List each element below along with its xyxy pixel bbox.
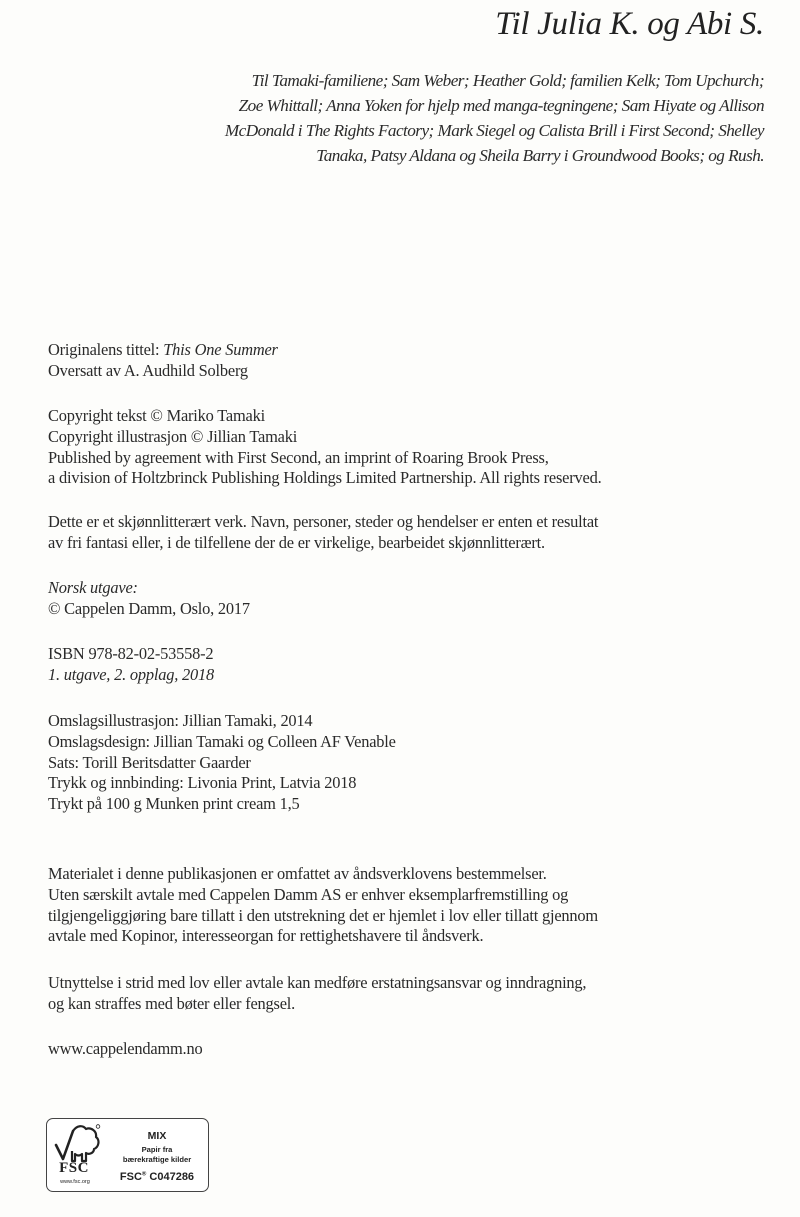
credit-line: Omslagsillustrasjon: Jillian Tamaki, 2014 [48,711,313,730]
website-block [48,1039,202,1060]
fiction-notice-line: av fri fantasi eller, i de tilfellene der de er virkelige, bearbeidet skjønnlitterært. [48,532,545,552]
credit-line: Omslagsdesign: Jillian Tamaki og Colleen AF Venable [48,731,396,751]
copyright-block [48,406,601,489]
edition-info: 1. utgave, 2. opplag, 2018 [48,664,214,684]
acknowledgment-line: Tanaka, Patsy Aldana og Sheila Barry i Groundwood Books; og Rush. [316,146,764,165]
isbn: ISBN 978-82-02-53558-2 [48,644,214,663]
copyright-line: a division of Holtzbrinck Publishing Holdings Limited Partnership. All rights reserved. [48,468,602,488]
credit-line: Trykt på 100 g Munken print cream 1,5 [48,794,300,814]
fsc-description [107,1145,207,1165]
norwegian-edition-publisher: © Cappelen Damm, Oslo, 2017 [48,598,250,618]
violation-notice-block [48,973,586,1015]
fsc-certification-label [46,1118,209,1192]
fsc-description-line: Papir fra [141,1145,173,1154]
credit-line: Trykk og innbinding: Livonia Print, Latvia 2018 [48,773,357,793]
violation-notice-line: Utnyttelse i strid med lov eller avtale kan medføre erstatningsansvar og inndragning, [48,973,587,992]
fsc-mix-label: MIX [147,1130,167,1142]
legal-notice-line: Uten særskilt avtale med Cappelen Damm AS er enhver eksemplarfremstilling og [48,884,569,904]
acknowledgment-line: Zoe Whittall; Anna Yoken for hjelp med manga-tegningene; Sam Hiyate og Allison [238,96,764,115]
isbn-block [48,644,214,686]
original-title [48,340,278,361]
fsc-logo-text: FSC [59,1160,89,1176]
original-title-value: This One Summer [163,340,278,359]
fsc-url: www.fsc.org [60,1179,90,1185]
credits-block [48,711,396,815]
fsc-code-prefix: FSC [119,1171,142,1183]
acknowledgment-line: Til Tamaki-familiene; Sam Weber; Heather Gold; familien Kelk; Tom Upchurch; [251,71,764,90]
norwegian-edition-block [48,578,250,620]
copyright-line: Published by agreement with First Second, an imprint of Roaring Brook Press, [48,447,549,467]
website-link[interactable]: www.cappelendamm.no [48,1039,203,1058]
legal-notice-block [48,864,598,947]
copyright-line: Copyright illustrasjon © Jillian Tamaki [48,426,298,446]
registered-mark: ® [141,1171,147,1178]
fsc-license-code [107,1171,207,1183]
copyright-line: Copyright tekst © Mariko Tamaki [48,406,265,425]
original-title-label: Originalens tittel: [48,340,164,359]
fsc-description-line: bærekraftige kilder [122,1155,192,1164]
violation-notice-line: og kan straffes med bøter eller fengsel. [48,993,296,1013]
fiction-notice-block [48,512,598,554]
dedication-heading: Til Julia K. og Abi S. [495,6,764,42]
translator: Oversatt av A. Audhild Solberg [48,360,248,380]
original-title-block [48,340,278,382]
fsc-code-number: C047286 [146,1171,195,1183]
acknowledgment-line: McDonald i The Rights Factory; Mark Siegel og Calista Brill i First Second; Shelley [224,121,764,140]
legal-notice-line: avtale med Kopinor, interesseorgan for rettighetshavere til åndsverk. [48,926,484,946]
legal-notice-line: Materialet i denne publikasjonen er omfattet av åndsverklovens bestemmelser. [48,864,547,883]
acknowledgments [124,68,764,168]
legal-notice-line: tilgjengeliggjøring bare tillatt i den utstrekning det er hjemlet i lov eller tillatt gjennom [48,905,598,925]
norwegian-edition-label: Norsk utgave: [48,578,138,597]
credit-line: Sats: Torill Beritsdatter Gaarder [48,752,251,772]
fiction-notice-line: Dette er et skjønnlitterært verk. Navn, personer, steder og hendelser er enten et resultat [48,512,599,531]
